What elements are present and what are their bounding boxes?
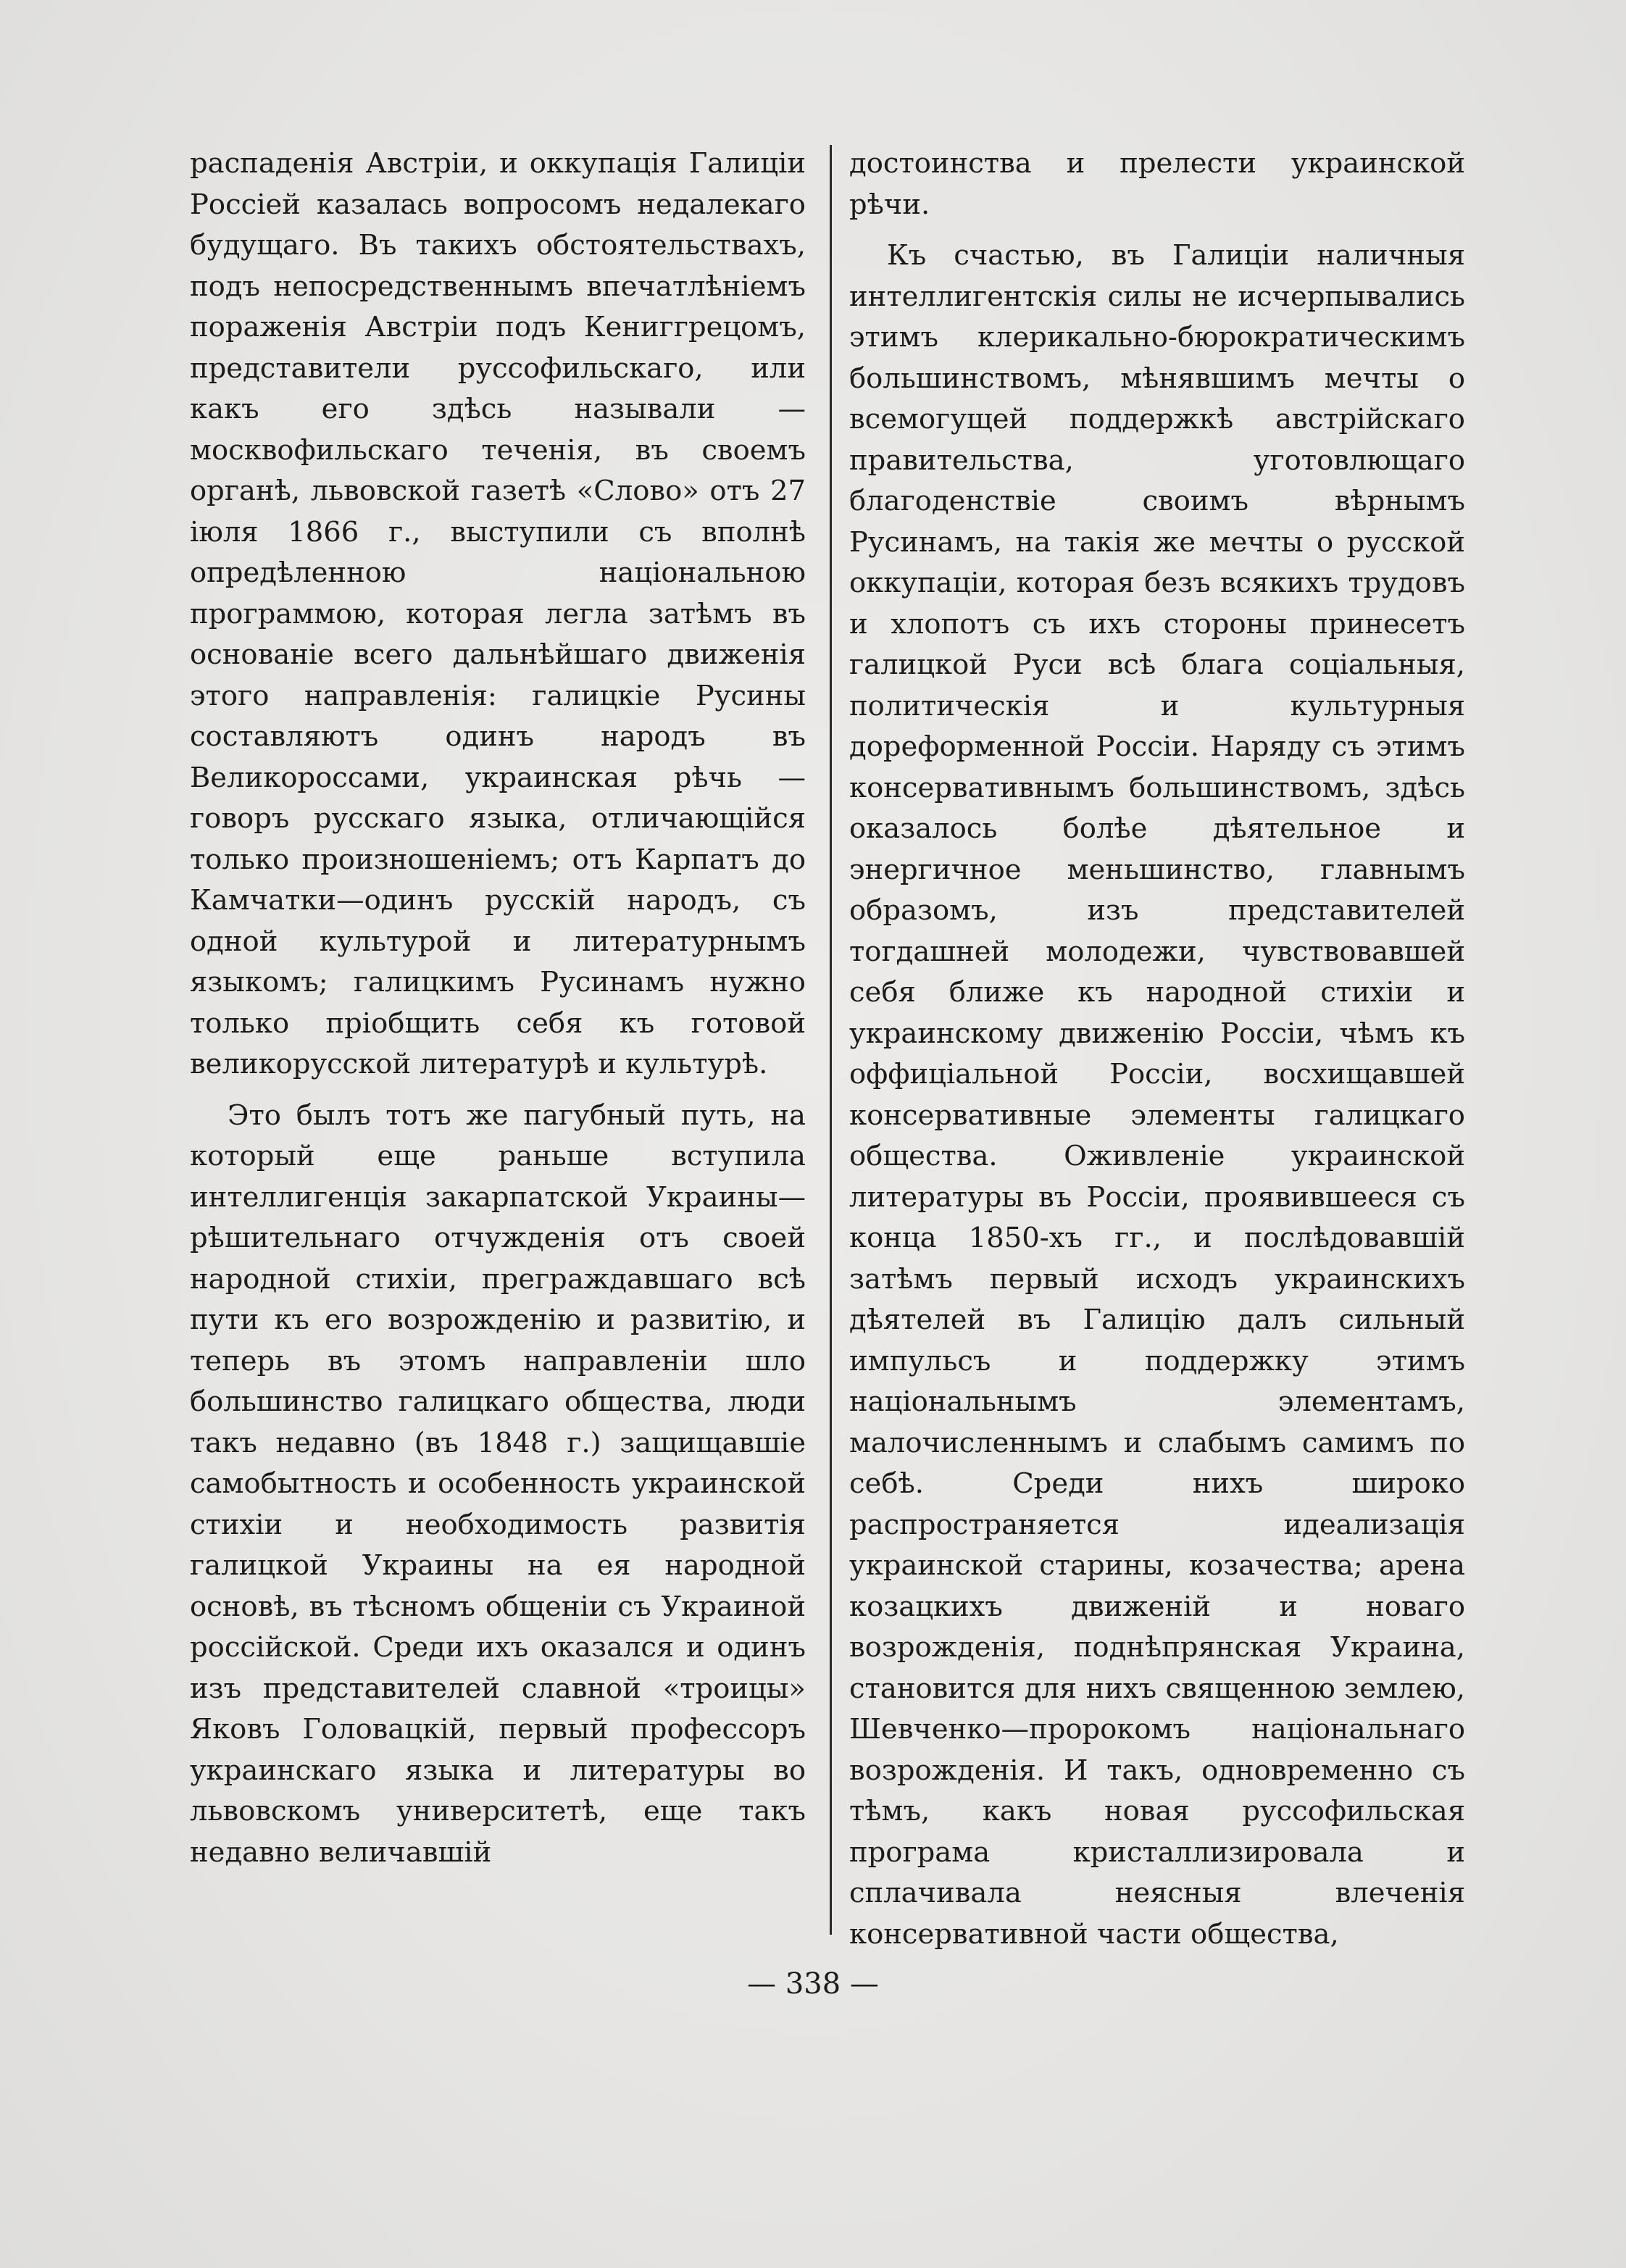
left-text-column [190,143,806,1873]
paragraph: достоинства и прелести украинской рѣчи. [849,147,1465,221]
paragraph: распаденія Австріи, и оккупація Галиціи Россіей казалась вопросомъ недалекаго будущаго. Въ такихъ обстоятельствахъ, подъ непосредственнымъ впечатлѣніемъ пораженія Австріи подъ Кениггрецомъ, представители руссофильскаго, или какъ его здѣсь называли — москвофильскаго теченія, въ своемъ органѣ, львовской газетѣ «Слово» отъ 27 іюля 1866 г., выступили съ вполнѣ опредѣленною національною программою, которая легла затѣмъ въ основаніе всего дальнѣйшаго движенія этого направленія: галицкіе Русины составляютъ одинъ народъ въ Великороссами, украинская рѣчь — говоръ русскаго языка, отличающійся только произношеніемъ; отъ Карпатъ до Камчатки—одинъ русскій народъ, съ одной культурой и литературнымъ языкомъ; галицкимъ Русинамъ нужно только пріобщить себя къ готовой великорусской литературѣ и культурѣ. [190,147,806,1080]
right-text-column [849,143,1465,1955]
paragraph: Къ счастью, въ Галиціи наличныя интеллигентскія силы не исчерпывались этимъ клерикально-бюрократическимъ большинствомъ, мѣнявшимъ мечты о всемогущей поддержкѣ австрійскаго правительства, уготовлющаго благоденствіе своимъ вѣрнымъ Русинамъ, на такія же мечты о русской оккупаціи, которая безъ всякихъ трудовъ и хлопотъ съ ихъ стороны принесетъ галицкой Руси всѣ блага соціальныя, политическія и культурныя дореформенной Россіи. Наряду съ этимъ консервативнымъ большинствомъ, здѣсь оказалось болѣе дѣятельное и энергичное меньшинство, главнымъ образомъ, изъ представителей тогдашней молодежи, чувствовавшей себя ближе къ народной стихіи и украинскому движенію Россіи, чѣмъ къ оффиціальной Россіи, восхищавшей консервативные элементы галицкаго общества. Оживленіе украинской литературы въ Россіи, проявившееся съ конца 1850-хъ гг., и послѣдовавшій затѣмъ первый исходъ украинскихъ дѣятелей въ Галицію далъ сильный импульсъ и поддержку этимъ національнымъ элементамъ, малочисленнымъ и слабымъ самимъ по себѣ. Среди нихъ широко распространяется идеализація украинской старины, козачества; арена козацкихъ движеній и новаго возрожденія, поднѣпрянская Украина, становится для нихъ священною землею, Шевченко—пророкомъ національнаго возрожденія. И такъ, одновременно съ тѣмъ, какъ новая руссофильская програма кристаллизировала и сплачивала неясныя влеченія консервативной части общества, [849,239,1465,1951]
paragraph: Это былъ тотъ же пагубный путь, на который еще раньше вступила интеллигенція закарпатской Украины—рѣшительнаго отчужденія отъ своей народной стихіи, преграждавшаго всѣ пути къ его возрожденію и развитію, и теперь въ этомъ направленіи шло большинство галицкаго общества, люди такъ недавно (въ 1848 г.) защищавшіе самобытность и особенность украинской стихіи и необходимость развитія галицкой Украины на ея народной основѣ, въ тѣсномъ общеніи съ Украиной россійской. Среди ихъ оказался и одинъ изъ представителей славной «троицы» Яковъ Головацкій, первый профессоръ украинскаго языка и литературы во львовскомъ университетѣ, еще такъ недавно величавшій [190,1098,806,1869]
column-divider [830,145,832,1935]
page-number: — 338 — [747,1967,879,2001]
